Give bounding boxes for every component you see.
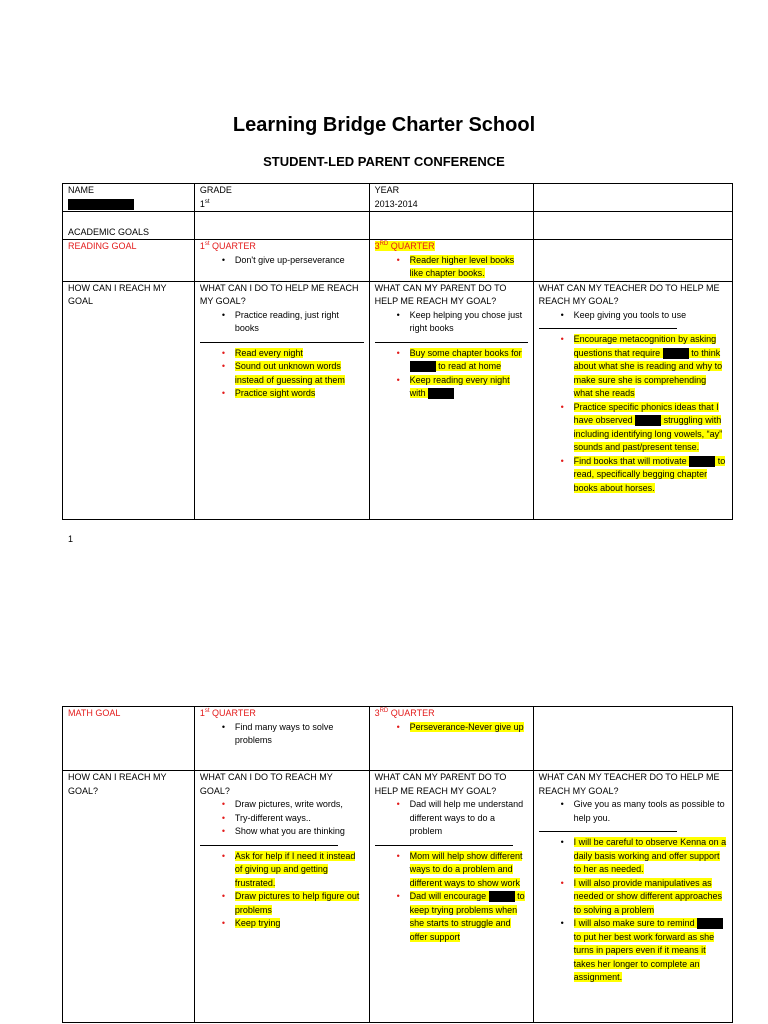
math-goal-label: MATH GOAL [63, 707, 195, 771]
list-item: • Find many ways to solve problems [200, 721, 364, 748]
divider [200, 342, 364, 343]
redacted-name [489, 891, 515, 902]
list-item: • Don't give up-perseverance [200, 254, 364, 268]
redacted-name [663, 348, 689, 359]
list-item: • Sound out unknown words instead of guessing at them [200, 360, 364, 387]
divider [539, 831, 677, 832]
third-quarter-cell: 3RD QUARTER • Perseverance-Never give up [369, 707, 533, 771]
list-item: • Encourage metacognition by asking questions that require to think about what she is reading and why to make sure she is comprehending what she reads [539, 333, 727, 401]
list-item: • Keep giving you tools to use [539, 309, 727, 323]
teacher-actions-cell: WHAT CAN MY TEACHER DO TO HELP ME REACH MY GOAL? • Keep giving you tools to use • Encourage metacognition by asking questions that require to think about what she is reading and why to make sure she is comprehending what she reads • Practice specific phonics ideas that I have observed struggling with including identifying long vowels, “ay” sounds and past/present tense. • Find books that will motivate to read, specifically begging chapter books about horses. [533, 281, 732, 519]
grade-label: GRADE [199, 185, 232, 195]
conference-subtitle: STUDENT-LED PARENT CONFERENCE [263, 154, 505, 169]
list-item: • Read every night [200, 347, 364, 361]
list-item: • I will also make sure to remind to put her best work forward as she turns in papers even if it means it takes her longer to complete an assignment. [539, 917, 727, 985]
year-label: YEAR [374, 185, 400, 195]
list-item: • Draw pictures, write words, [200, 798, 364, 812]
list-item: • Find books that will motivate to read, specifically begging chapter books about horses. [539, 455, 727, 496]
year-cell [369, 184, 533, 212]
reading-goal-label: READING GOAL [63, 240, 195, 282]
redacted-name [428, 388, 454, 399]
third-quarter-cell: 3RD QUARTER • Reader higher level books like chapter books. [369, 240, 533, 282]
math-goal-table [62, 706, 733, 1023]
list-item: • Dad will encourage to keep trying problems when she starts to struggle and offer support [375, 890, 528, 944]
divider [200, 845, 338, 846]
divider [539, 328, 677, 329]
redacted-name [68, 199, 134, 210]
list-item: • Ask for help if I need it instead of giving up and getting frustrated. [200, 850, 364, 891]
academic-goals-cell: ACADEMIC GOALS [63, 212, 195, 240]
grade-value: 1 [199, 198, 205, 209]
redacted-name [689, 456, 715, 467]
list-item: • Practice reading, just right books [200, 309, 364, 336]
how-reach-label: HOW CAN I REACH MY GOAL? [63, 771, 195, 1023]
grade-cell: GRADE 1st [194, 184, 369, 212]
divider [375, 845, 513, 846]
reading-goal-table [62, 183, 733, 520]
redacted-name [635, 415, 661, 426]
list-item: • Keep helping you chose just right books [375, 309, 528, 336]
list-item: • Reader higher level books like chapter books. [375, 254, 528, 281]
reach-row [63, 771, 733, 1023]
list-item: • Practice specific phonics ideas that I have observed struggling with including identifying long vowels, “ay” sounds and past/present tense. [539, 401, 727, 455]
parent-actions-cell: WHAT CAN MY PARENT DO TO HELP ME REACH MY GOAL? • Dad will help me understand different ways to do a problem • Mom will help show different ways to do a problem and different ways to show work • Dad will encourage to keep trying problems when she starts to struggle and offer support [369, 771, 533, 1023]
list-item: • I will be careful to observe Kenna on a daily basis working and offer support to her as needed. [539, 836, 727, 877]
goal-row [63, 240, 733, 282]
goal-row [63, 707, 733, 771]
first-quarter-cell: 1st QUARTER • Don't give up-perseverance [194, 240, 369, 282]
list-item: • Try-different ways.. [200, 812, 364, 826]
reach-row [63, 281, 733, 519]
list-item: • Show what you are thinking [200, 825, 364, 839]
list-item: • Practice sight words [200, 387, 364, 401]
list-item: • Draw pictures to help figure out problems [200, 890, 364, 917]
name-cell [63, 184, 195, 212]
header-row [63, 184, 733, 212]
academic-goals-row [63, 212, 733, 240]
list-item: • Dad will help me understand different ways to do a problem [375, 798, 528, 839]
list-item: • Keep trying [200, 917, 364, 931]
list-item: • Mom will help show different ways to do a problem and different ways to show work [375, 850, 528, 891]
student-actions-cell: WHAT CAN I DO TO HELP ME REACH MY GOAL? • Practice reading, just right books • Read every night • Sound out unknown words instead of guessing at them • Practice sight words [194, 281, 369, 519]
list-item: • Perseverance-Never give up [375, 721, 528, 735]
list-item: • Give you as many tools as possible to help you. [539, 798, 727, 825]
first-quarter-cell: 1st QUARTER • Find many ways to solve problems [194, 707, 369, 771]
redacted-name [410, 361, 436, 372]
how-reach-label: HOW CAN I REACH MY GOAL [63, 281, 195, 519]
divider [375, 342, 528, 343]
parent-actions-cell: WHAT CAN MY PARENT DO TO HELP ME REACH MY GOAL? • Keep helping you chose just right books • Buy some chapter books for to read at home • Keep reading every night with [369, 281, 533, 519]
empty-cell [533, 184, 732, 212]
teacher-actions-cell: WHAT CAN MY TEACHER DO TO HELP ME REACH MY GOAL? • Give you as many tools as possible to help you. • I will be careful to observe Kenna on a daily basis working and offer support to her as needed. • I will also provide manipulatives as needed or show different approaches to solving a problem • I will also make sure to remind to put her best work forward as she turns in papers even if it means it takes her longer to complete an assignment. [533, 771, 732, 1023]
list-item: • Buy some chapter books for to read at home [375, 347, 528, 374]
name-label: NAME [68, 185, 95, 195]
list-item: • Keep reading every night with [375, 374, 528, 401]
redacted-name [697, 918, 723, 929]
year-value: 2013-2014 [374, 198, 418, 209]
page-number: 1 [68, 534, 74, 544]
student-actions-cell: WHAT CAN I DO TO REACH MY GOAL? • Draw pictures, write words, • Try-different ways.. • Show what you are thinking • Ask for help if I need it instead of giving up and getting frustrated. • Draw pictures to help figure out problems • Keep trying [194, 771, 369, 1023]
school-title: Learning Bridge Charter School [232, 114, 536, 136]
list-item: • I will also provide manipulatives as needed or show different approaches to solving a problem [539, 877, 727, 918]
